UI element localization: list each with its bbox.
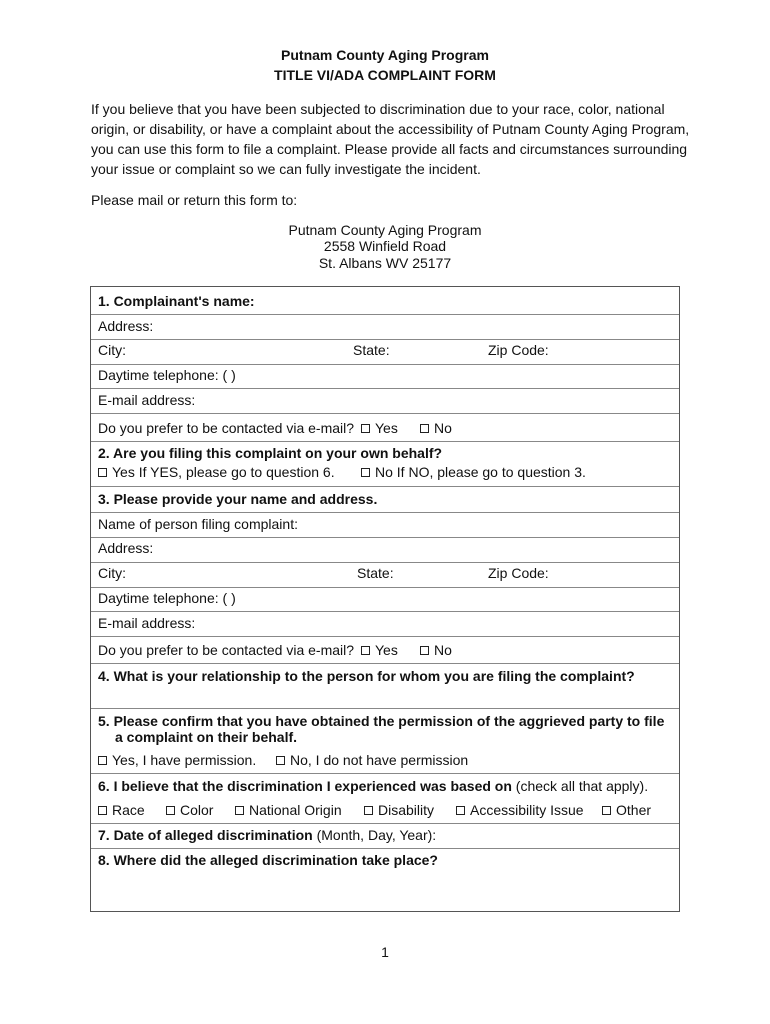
org-title: Putnam County Aging Program	[281, 47, 489, 63]
divider	[91, 611, 679, 612]
divider	[91, 537, 679, 538]
q3-yes-option[interactable]	[361, 642, 398, 659]
divider	[91, 364, 679, 365]
q7-title-bold: 7. Date of alleged discrimination	[98, 827, 313, 843]
q6-option-color[interactable]	[166, 802, 213, 819]
q1-contact-question: Do you prefer to be contacted via e-mail?	[98, 420, 355, 436]
checkbox-icon[interactable]	[361, 468, 370, 477]
divider	[91, 823, 679, 824]
divider	[91, 636, 679, 637]
divider	[91, 562, 679, 563]
checkbox-icon[interactable]	[98, 468, 107, 477]
divider	[91, 314, 679, 315]
q5-no-option[interactable]	[276, 752, 468, 769]
divider	[91, 848, 679, 849]
checkbox-icon[interactable]	[361, 424, 370, 433]
q2-yes-option[interactable]	[98, 464, 335, 481]
q1-no-label: No	[434, 420, 452, 436]
q6-option-accessibility[interactable]	[456, 802, 584, 819]
q3-no-label: No	[434, 642, 452, 658]
q1-yes-option[interactable]	[361, 420, 398, 437]
q6-title	[98, 778, 648, 795]
q3-city-label: City:	[98, 565, 126, 581]
checkbox-icon[interactable]	[361, 646, 370, 655]
divider	[91, 708, 679, 709]
divider	[91, 388, 679, 389]
q6-option-label: Disability	[378, 802, 435, 818]
address-street: 2558 Winfield Road	[323, 238, 447, 254]
q6-title-bold: 6. I believe that the discrimination I experienced was based on	[98, 778, 512, 794]
q1-phone-label: Daytime telephone: ( )	[98, 367, 236, 383]
q7-title-normal: (Month, Day, Year):	[312, 827, 437, 843]
q3-contact-question: Do you prefer to be contacted via e-mail?	[98, 642, 355, 658]
q6-option-label: National Origin	[249, 802, 342, 818]
q1-title: 1. Complainant's name:	[98, 293, 255, 309]
checkbox-icon[interactable]	[364, 806, 373, 815]
q5-title-line1: 5. Please confirm that you have obtained the permission of the aggrieved party to file	[98, 713, 665, 729]
q2-no-label: No If NO, please go to question 3.	[375, 464, 586, 480]
form-title: TITLE VI/ADA COMPLAINT FORM	[274, 67, 496, 83]
q1-no-option[interactable]	[420, 420, 452, 437]
q8-title: 8. Where did the alleged discrimination take place?	[98, 852, 438, 868]
q3-state-label: State:	[357, 565, 394, 581]
q6-option-label: Other	[616, 802, 652, 818]
q2-no-option[interactable]	[361, 464, 586, 481]
q5-no-label: No, I do not have permission	[290, 752, 469, 768]
checkbox-icon[interactable]	[602, 806, 611, 815]
q1-email-label: E-mail address:	[98, 392, 196, 408]
checkbox-icon[interactable]	[276, 756, 285, 765]
q3-phone-label: Daytime telephone: ( )	[98, 590, 236, 606]
checkbox-icon[interactable]	[420, 424, 429, 433]
q4-title: 4. What is your relationship to the person for whom you are filing the complaint?	[98, 668, 635, 684]
checkbox-icon[interactable]	[420, 646, 429, 655]
q3-no-option[interactable]	[420, 642, 452, 659]
q3-name-label: Name of person filing complaint:	[98, 516, 298, 532]
q2-title: 2. Are you filing this complaint on your own behalf?	[98, 445, 443, 461]
divider	[91, 512, 679, 513]
divider	[91, 773, 679, 774]
address-name: Putnam County Aging Program	[288, 222, 482, 238]
q6-option-race[interactable]	[98, 802, 145, 819]
q2-yes-label: Yes If YES, please go to question 6.	[112, 464, 335, 480]
q1-yes-label: Yes	[375, 420, 398, 436]
q6-option-other[interactable]	[602, 802, 651, 819]
q6-option-label: Accessibility Issue	[470, 802, 584, 818]
page-number: 1	[381, 944, 389, 960]
q5-title-line2: a complaint on their behalf.	[115, 729, 298, 745]
checkbox-icon[interactable]	[456, 806, 465, 815]
checkbox-icon[interactable]	[98, 806, 107, 815]
complaint-form	[90, 286, 680, 912]
q7-title	[98, 827, 436, 844]
divider	[91, 339, 679, 340]
divider	[91, 663, 679, 664]
q3-email-label: E-mail address:	[98, 615, 196, 631]
checkbox-icon[interactable]	[98, 756, 107, 765]
q1-city-label: City:	[98, 342, 126, 358]
q6-option-label: Race	[112, 802, 145, 818]
divider	[91, 587, 679, 588]
q6-title-normal: (check all that apply).	[511, 778, 649, 794]
checkbox-icon[interactable]	[235, 806, 244, 815]
q3-address-label: Address:	[98, 540, 154, 556]
checkbox-icon[interactable]	[166, 806, 175, 815]
q6-option-national-origin[interactable]	[235, 802, 342, 819]
q3-title: 3. Please provide your name and address.	[98, 491, 378, 507]
q1-address-label: Address:	[98, 318, 154, 334]
divider	[91, 441, 679, 442]
address-city: St. Albans WV 25177	[318, 255, 452, 271]
q6-option-disability[interactable]	[364, 802, 434, 819]
q6-option-label: Color	[180, 802, 214, 818]
q5-yes-option[interactable]	[98, 752, 256, 769]
intro-paragraph: If you believe that you have been subjected to discrimination due to your race, color, national origin, or disability, or have a complaint about the accessibility of Putnam County Aging Program, you can use this form to file a complaint. Please provide all facts and circumstances surrounding your issue or complaint so we can fully investigate the incident.	[91, 101, 690, 177]
q3-yes-label: Yes	[375, 642, 398, 658]
divider	[91, 486, 679, 487]
mail-instruction: Please mail or return this form to:	[91, 192, 298, 208]
divider	[91, 413, 679, 414]
q5-yes-label: Yes, I have permission.	[112, 752, 257, 768]
q1-zip-label: Zip Code:	[488, 342, 549, 358]
q3-zip-label: Zip Code:	[488, 565, 549, 581]
q1-state-label: State:	[353, 342, 390, 358]
